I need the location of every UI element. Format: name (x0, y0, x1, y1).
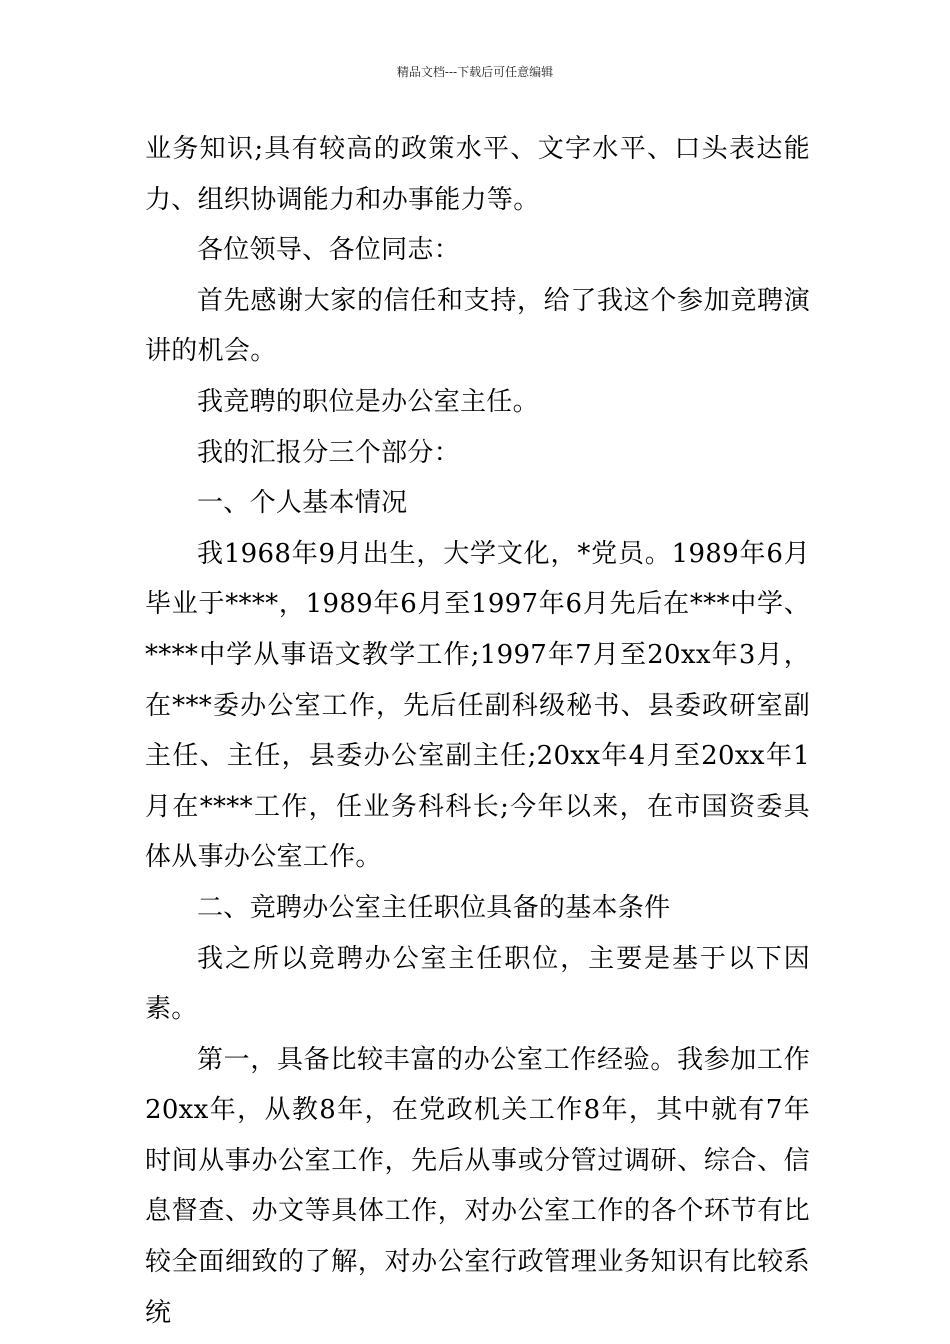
section-heading-basic-conditions: 二、竞聘办公室主任职位具备的基本条件 (197, 892, 671, 923)
paragraph-thanks: 首先感谢大家的信任和支持，给了我这个参加竞聘演讲的机会。 (145, 285, 810, 367)
document-body (145, 124, 810, 1338)
paragraph-personal-history: 我1968年9月出生，大学文化，*党员。1989年6月毕业于****，1989年6月至1997年6月先后在***中学、****中学从事语文教学工作;1997年7月至20xx年3月，在***委办公室工作，先后任副科级秘书、县委政研室副主任、主任，县委办公室副主任;20xx年4月至20xx年1月在****工作，任业务科科长;今年以来，在市国资委具体从事办公室工作。 (145, 538, 810, 873)
page-header: 精品文档---下载后可任意编辑 (396, 65, 554, 79)
paragraph-qualifications: 业务知识;具有较高的政策水平、文字水平、口头表达能力、组织协调能力和办事能力等。 (145, 134, 810, 215)
paragraph-report-outline: 我的汇报分三个部分： (197, 437, 461, 468)
section-heading-personal-info: 一、个人基本情况 (197, 488, 408, 519)
paragraph-salutation: 各位领导、各位同志： (197, 235, 461, 266)
paragraph-reasons-intro: 我之所以竞聘办公室主任职位，主要是基于以下因素。 (145, 943, 810, 1025)
paragraph-position: 我竞聘的职位是办公室主任。 (197, 386, 539, 417)
paragraph-first-reason: 第一，具备比较丰富的办公室工作经验。我参加工作20xx年，从教8年，在党政机关工作8年，其中就有7年时间从事办公室工作，先后从事或分管过调研、综合、信息督查、办文等具体工作，对办公室工作的各个环节有比较全面细致的了解，对办公室行政管理业务知识有比较系统 (145, 1044, 810, 1328)
